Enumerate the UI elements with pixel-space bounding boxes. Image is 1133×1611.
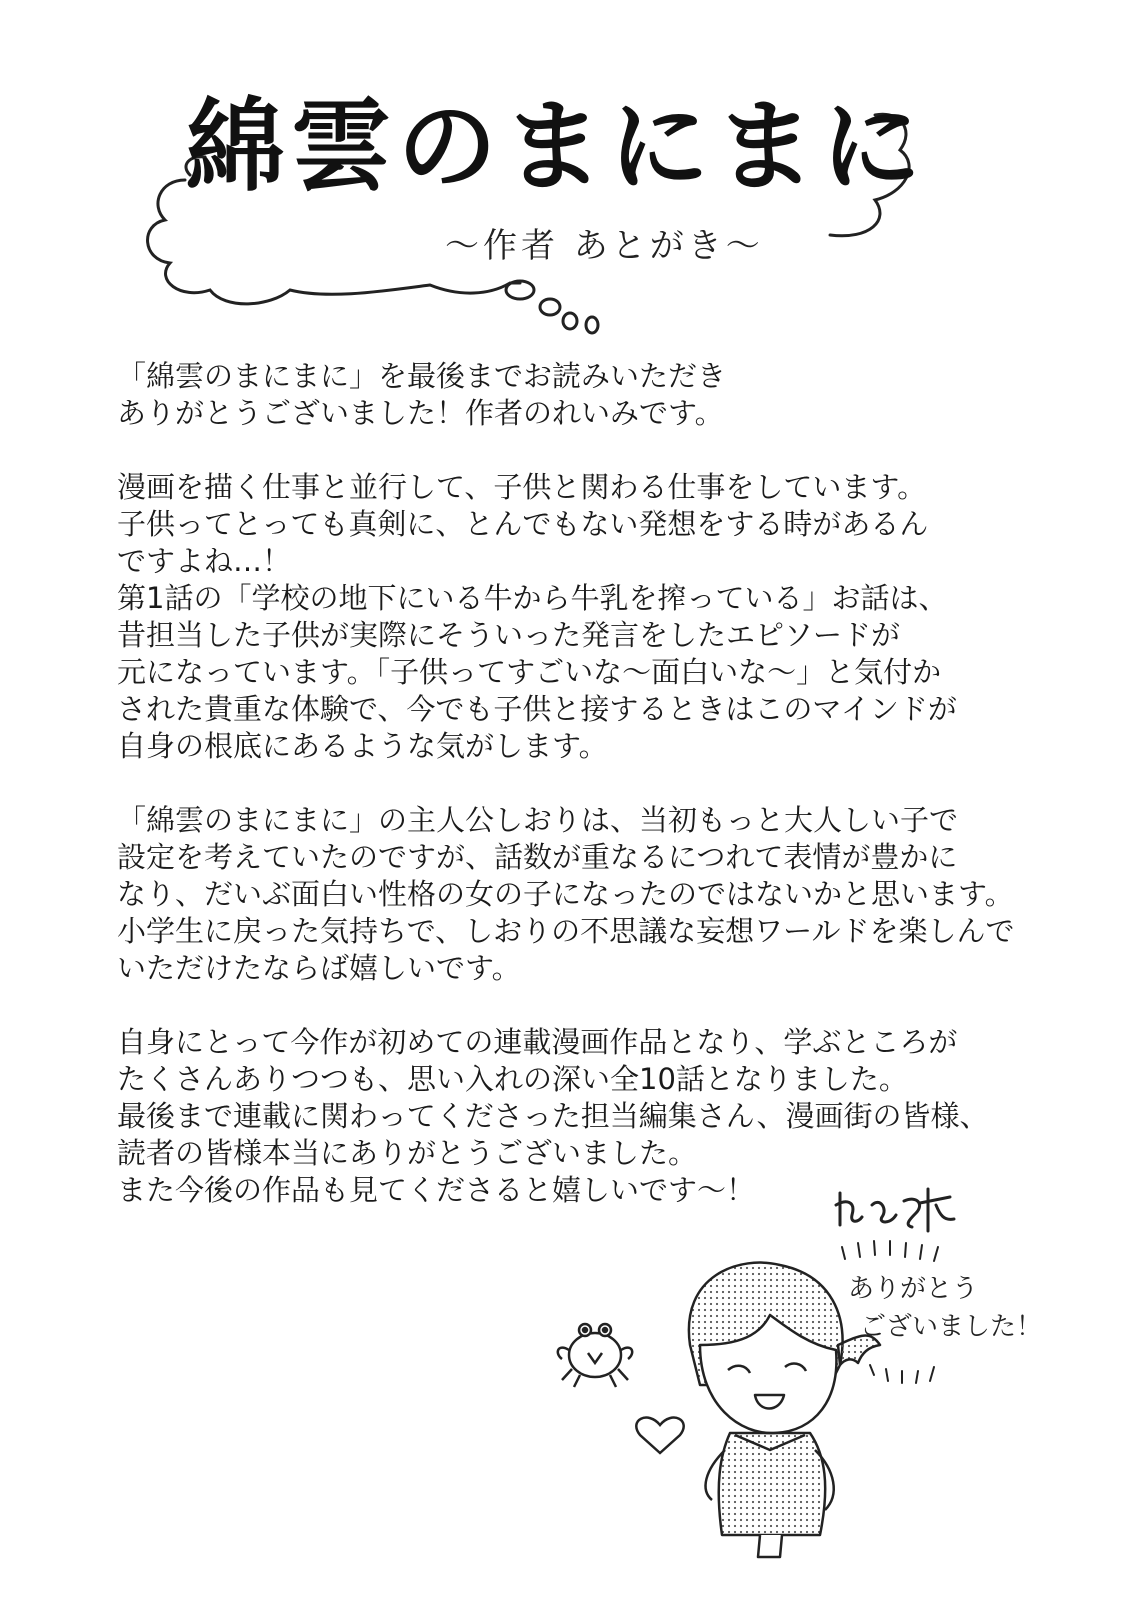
text-line: また今後の作品も見てくださると嬉しいです〜！ bbox=[117, 1173, 756, 1207]
text-line: 漫画を描く仕事と並行して、子供と関わる仕事をしています。 bbox=[117, 470, 927, 504]
text-line: 第1話の「学校の地下にいる牛から牛乳を搾っている」お話は、 bbox=[117, 581, 948, 615]
text-line: 子供ってとっても真剣に、とんでもない発想をする時があるん bbox=[117, 507, 929, 541]
text-line: いただけたならば嬉しいです。 bbox=[117, 951, 521, 985]
text-line: された貴重な体験で、今でも子供と接するときはこのマインドが bbox=[117, 692, 957, 726]
text-line: 「綿雲のまにまに」の主人公しおりは、当初もっと大人しい子で bbox=[117, 803, 959, 837]
speech-line: ありがとう bbox=[848, 1274, 979, 1304]
text-line: 昔担当した子供が実際にそういった発言をしたエピソードが bbox=[117, 618, 901, 652]
text-line: 「綿雲のまにまに」を最後までお読みいただき bbox=[117, 359, 727, 393]
text-line: 自身の根底にあるような気がします。 bbox=[117, 729, 608, 763]
text-line: ですよね…！ bbox=[117, 544, 292, 578]
crab-icon bbox=[558, 1324, 632, 1387]
text-line: 読者の皆様本当にありがとうございました。 bbox=[117, 1136, 698, 1170]
text-line: 設定を考えていたのですが、話数が重なるにつれて表情が豊かに bbox=[117, 840, 958, 874]
page-title: 綿雲のまにまに bbox=[185, 88, 927, 205]
text-line: 元になっています。「子供ってすごいな〜面白いな〜」と気付か bbox=[117, 655, 942, 689]
text-line: たくさんありつつも、思い入れの深い全10話となりました。 bbox=[117, 1062, 908, 1096]
text-line: なり、だいぶ面白い性格の女の子になったのではないかと思います。 bbox=[117, 877, 1014, 911]
afterword-body bbox=[117, 358, 1077, 1209]
thanks-speech bbox=[848, 1270, 1043, 1346]
author-signature bbox=[832, 1175, 962, 1235]
text-line: 小学生に戻った気持ちで、しおりの不思議な妄想ワールドを楽しんで bbox=[117, 914, 1015, 948]
text-line: 自身にとって今作が初めての連載漫画作品となり、学ぶところが bbox=[117, 1025, 958, 1059]
paragraph bbox=[117, 802, 1077, 987]
paragraph bbox=[117, 358, 1077, 432]
text-line: ありがとうございました！作者のれいみです。 bbox=[117, 396, 724, 430]
speech-line: ございました！ bbox=[860, 1312, 1043, 1342]
page-subtitle: 〜作者 あとがき〜 bbox=[445, 226, 764, 266]
heart-icon bbox=[636, 1418, 683, 1453]
paragraph bbox=[117, 469, 1077, 765]
text-line: 最後まで連載に関わってくださった担当編集さん、漫画街の皆様、 bbox=[117, 1099, 989, 1133]
